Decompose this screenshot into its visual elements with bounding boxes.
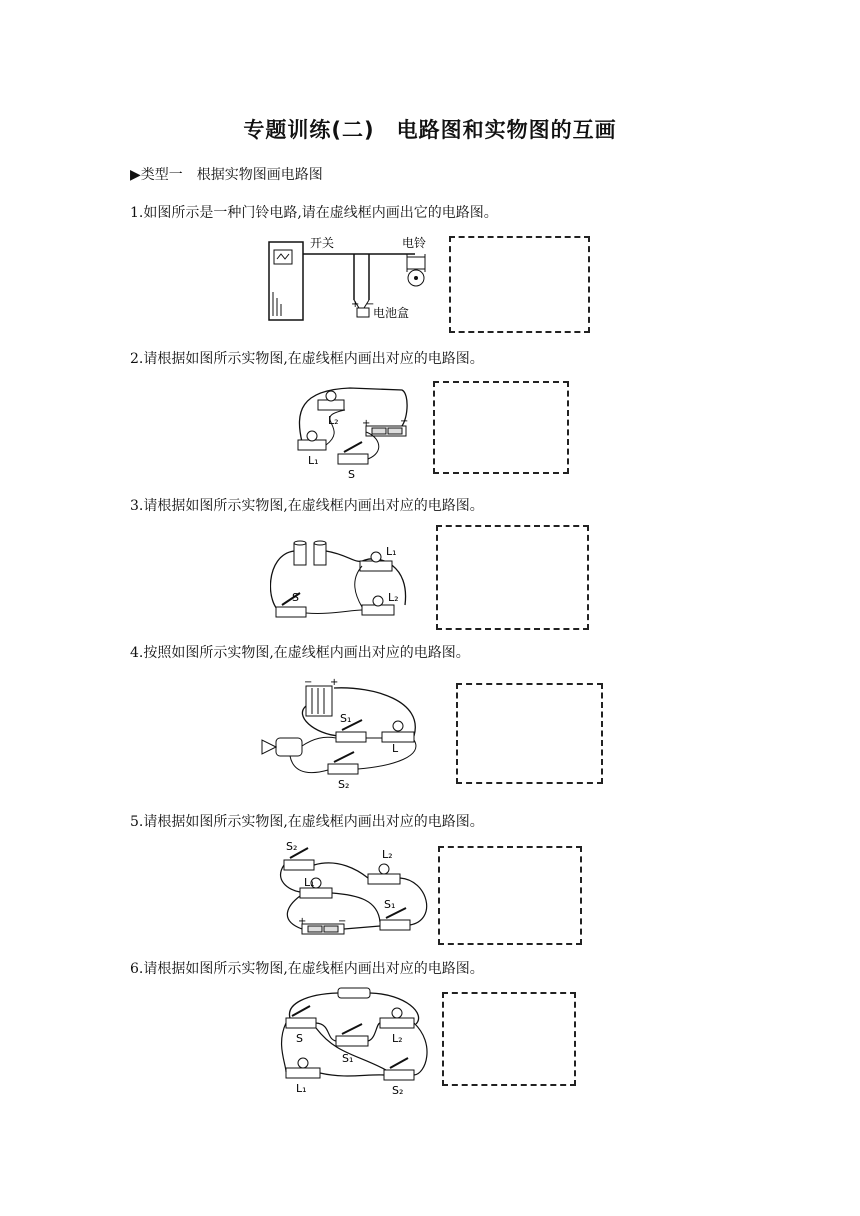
bulb-l2 [373, 596, 383, 606]
figure-label: L₁ [296, 1082, 307, 1095]
switch-s2 [384, 1070, 414, 1080]
switch-s [276, 607, 306, 617]
figure-label: + [351, 299, 360, 310]
answer-box-4[interactable] [456, 683, 603, 784]
switch-s [338, 454, 368, 464]
question-3-text: 3.请根据如图所示实物图,在虚线框内画出对应的电路图。 [130, 498, 484, 514]
bulb-l1 [307, 431, 317, 441]
circuit-figure-6 [276, 984, 436, 1096]
bulb-l-holder [382, 732, 414, 742]
figure-label: S₁ [340, 712, 352, 725]
circuit-figure-3 [270, 535, 412, 627]
bulb-l2 [379, 864, 389, 874]
figure-label: L [392, 742, 399, 755]
figure-label: − [400, 416, 409, 427]
answer-box-6[interactable] [442, 992, 576, 1086]
bulb-l2 [326, 391, 336, 401]
bell-label: 电铃 [402, 236, 427, 250]
figure-label: S₁ [384, 898, 396, 911]
question-1-text: 1.如图所示是一种门铃电路,请在虚线框内画出它的电路图。 [130, 205, 498, 221]
switch-s2 [328, 764, 358, 774]
switch-s1 [380, 920, 410, 930]
circuit-figure-2 [290, 382, 420, 482]
page-title: 专题训练(二) 电路图和实物图的互画 [243, 118, 617, 142]
answer-box-5[interactable] [438, 846, 582, 945]
battery-pack [338, 988, 370, 998]
answer-box-1[interactable] [449, 236, 590, 333]
figure-label: + [362, 418, 371, 429]
figure-label: S [296, 1032, 303, 1045]
switch-label: 开关 [310, 236, 335, 250]
figure-label: L₁ [304, 876, 315, 889]
battery-box [306, 686, 332, 716]
switch-s2 [284, 860, 314, 870]
figure-label: L₂ [328, 414, 339, 427]
bulb-l2-holder [368, 874, 400, 884]
question-5-text: 5.请根据如图所示实物图,在虚线框内画出对应的电路图。 [130, 814, 484, 830]
figure-label: − [338, 916, 347, 927]
figure-label: S₂ [338, 778, 350, 791]
cell-1 [294, 543, 306, 565]
figure-label: + [298, 916, 307, 927]
question-4-text: 4.按照如图所示实物图,在虚线框内画出对应的电路图。 [130, 645, 470, 661]
figure-label: L₁ [386, 545, 397, 558]
switch-s1 [336, 1036, 368, 1046]
bulb-l1 [371, 552, 381, 562]
bulb-l1 [298, 1058, 308, 1068]
doorbell-circuit-figure [262, 232, 434, 324]
figure-label: L₂ [388, 591, 399, 604]
section-heading: ▶类型一 根据实物图画电路图 [130, 167, 323, 183]
figure-label: + [330, 677, 339, 688]
figure-label: L₁ [308, 454, 319, 467]
question-6-text: 6.请根据如图所示实物图,在虚线框内画出对应的电路图。 [130, 961, 484, 977]
figure-label: S₂ [392, 1084, 404, 1096]
figure-label: S₂ [286, 840, 298, 853]
figure-label: S [348, 468, 355, 481]
switch-s1 [336, 732, 366, 742]
answer-box-3[interactable] [436, 525, 589, 630]
cell-2 [314, 543, 326, 565]
bell [407, 257, 425, 269]
figure-label: L₂ [392, 1032, 403, 1045]
figure-label: − [366, 299, 375, 310]
bulb-l2 [392, 1008, 402, 1018]
figure-label: − [304, 677, 313, 688]
figure-label: S [292, 591, 299, 604]
switch-s [286, 1018, 316, 1028]
bulb-l2-holder [380, 1018, 414, 1028]
bulb-l [393, 721, 403, 731]
answer-box-2[interactable] [433, 381, 569, 474]
bulb-l1-holder [300, 888, 332, 898]
figure-label: L₂ [382, 848, 393, 861]
battery-label: 电池盒 [373, 306, 410, 320]
question-2-text: 2.请根据如图所示实物图,在虚线框内画出对应的电路图。 [130, 351, 484, 367]
bulb-l1-holder [286, 1068, 320, 1078]
circuit-figure-5 [278, 840, 434, 938]
circuit-figure-4 [254, 676, 430, 794]
motor [276, 738, 302, 756]
figure-label: S₁ [342, 1052, 354, 1065]
